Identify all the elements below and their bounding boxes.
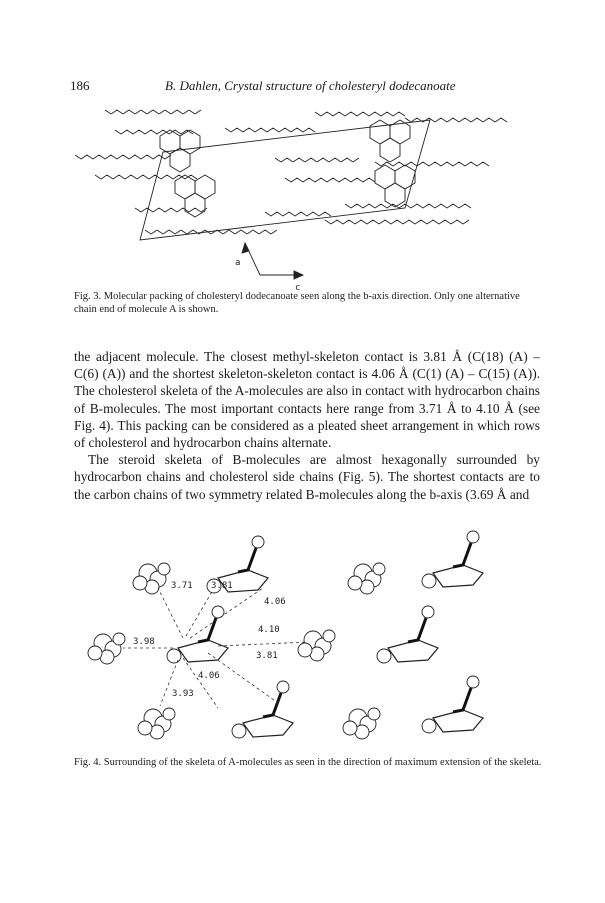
chain [145,230,277,234]
molecule-cluster [88,633,125,664]
contact-line [160,660,178,706]
steroid-molecule [232,681,293,738]
distance-label: 3.71 [171,581,193,591]
figure-3-caption: Fig. 3. Molecular packing of cholesteryl dodecanoate seen along the b-axis direction. Only one alternative chain end of molecule A is shown. [74,291,520,315]
unit-cell [140,120,430,240]
chain [265,212,331,216]
chain [75,155,171,159]
chain [345,204,471,208]
steroid-molecule [377,606,438,663]
distance-label: 3.93 [172,689,194,699]
distance-label: 4.06 [264,597,286,607]
molecule-cluster [343,708,380,739]
figure-4-contact-diagram [78,518,530,750]
molecule-cluster [133,563,170,594]
contact-line [186,590,213,636]
steroid-molecule [422,676,483,733]
chain [285,178,375,182]
chain [375,162,489,166]
chain [315,112,405,116]
distance-label: 3.81 [256,651,278,661]
axis-c-label: c [295,283,301,293]
molecule-cluster [348,563,385,594]
molecule-cluster [298,630,335,661]
distance-label: 4.06 [198,671,220,681]
distance-label: 4.10 [258,625,280,635]
chain [225,128,315,132]
contact-line [183,658,218,708]
steroid-rings [175,175,215,217]
chain [105,110,201,114]
axis-a-label: a [235,258,241,268]
steroid-molecule [422,531,483,588]
body-text [74,348,540,503]
page-number: 186 [70,78,90,93]
paragraph: The steroid skeleta of B-molecules are almost hexagonally surrounded by hydrocarbon chains and cholesterol side chains (Fig. 5). The shortest contacts are to the carbon chains of two symmetry related B-molecules along the b-axis (3.69 Å and [74,452,540,502]
chain [275,158,359,162]
contact-line [218,642,308,646]
paragraph: the adjacent molecule. The closest methyl-skeleton contact is 3.81 Å (C(18) (A) – C(6) (A)) and the shortest skeleton-skeleton contact is 4.06 Å (C(1) (A) – C(15) (A)). The cholesterol skeleta of the A-molecules are also in contact with hydrocarbon chains of B-molecules. The most important contacts here range from 3.71 Å to 4.10 Å (see Fig. 4). This packing can be considered as a pleated sheet arrangement in which rows of cholesterol and hydrocarbon chains alternate. [74,349,540,451]
steroid-rings [160,130,200,172]
figure-3-packing-diagram [75,100,535,295]
chain [135,208,207,212]
figure-4-caption: Fig. 4. Surrounding of the skeleta of A-molecules as seen in the direction of maximum extension of the skeleta. [74,757,542,768]
steroid-rings [375,165,415,207]
running-head: B. Dahlen, Crystal structure of cholesteryl dodecanoate [165,78,456,93]
steroid-molecule [167,606,228,663]
contact-line [158,588,183,638]
distance-label: 3.98 [133,637,155,647]
chain [325,220,469,224]
distance-label: 3.81 [211,581,233,591]
contact-line [190,588,263,638]
molecule-cluster [138,708,175,739]
chain [115,130,193,134]
